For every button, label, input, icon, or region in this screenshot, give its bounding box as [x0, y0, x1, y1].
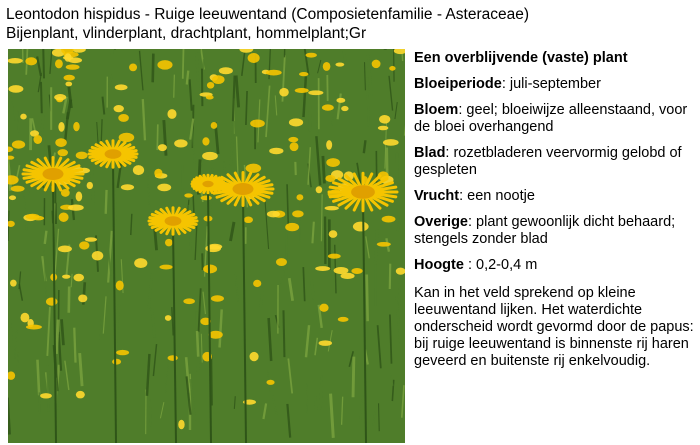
meadow-photo [8, 49, 405, 443]
small-yellow-flower [335, 62, 344, 66]
small-yellow-flower [396, 268, 405, 275]
small-yellow-flower [326, 158, 340, 167]
small-yellow-flower [62, 275, 70, 279]
small-yellow-flower [295, 88, 309, 93]
small-yellow-flower [377, 242, 391, 247]
grass-blade [321, 194, 322, 241]
dandelion-center [43, 168, 64, 180]
small-yellow-flower [9, 195, 16, 200]
small-yellow-flower [325, 175, 335, 182]
small-yellow-flower [341, 106, 348, 111]
small-yellow-flower [8, 58, 23, 63]
grass-blade [353, 357, 354, 398]
small-yellow-flower [319, 340, 332, 346]
bloeiperiode-value: : juli-september [501, 76, 601, 92]
small-yellow-flower [63, 75, 74, 81]
grass-blade [321, 376, 322, 410]
small-yellow-flower [253, 280, 261, 287]
grass-blade [42, 115, 43, 132]
grass-blade [323, 156, 325, 184]
small-yellow-flower [168, 355, 178, 361]
small-yellow-flower [209, 331, 223, 339]
small-yellow-flower [299, 72, 308, 76]
small-yellow-flower [65, 82, 72, 87]
small-yellow-flower [212, 75, 225, 84]
small-yellow-flower [133, 165, 144, 175]
small-yellow-flower [244, 217, 253, 223]
bloem-row [414, 102, 698, 136]
small-yellow-flower [55, 59, 63, 68]
small-yellow-flower [129, 63, 137, 71]
small-yellow-flower [61, 189, 70, 197]
small-yellow-flower [64, 53, 71, 62]
small-yellow-flower [276, 258, 287, 266]
blad-row [414, 145, 698, 179]
grass-blade [41, 82, 42, 113]
small-yellow-flower [211, 295, 224, 302]
overige-value: : plant gewoonlijk dicht behaard; stengels zonder blad [414, 214, 676, 247]
small-yellow-flower [46, 297, 57, 305]
grass-blade [246, 91, 247, 125]
small-yellow-flower [165, 315, 172, 321]
small-yellow-flower [12, 140, 25, 148]
small-yellow-flower [20, 114, 26, 120]
small-yellow-flower [58, 122, 64, 132]
vrucht-value: : een nootje [459, 188, 535, 204]
small-yellow-flower [207, 82, 214, 89]
dandelion-center [165, 216, 182, 226]
small-yellow-flower [157, 60, 172, 70]
grass-blade [283, 310, 284, 357]
hoogte-label: Hoogte [414, 257, 464, 273]
grass-blade [112, 49, 113, 57]
small-yellow-flower [382, 216, 396, 223]
small-yellow-flower [134, 258, 147, 268]
grass-blade [197, 331, 198, 357]
small-yellow-flower [372, 60, 381, 69]
grass-blade [261, 287, 263, 307]
dandelion-center [105, 149, 122, 159]
hoogte-value: : 0,2-0,4 m [463, 257, 538, 273]
small-yellow-flower [154, 169, 162, 178]
page-subtitle: Bijenplant, vlinderplant, drachtplant, hommelplant;Gr [6, 25, 367, 42]
small-yellow-flower [55, 138, 66, 147]
small-yellow-flower [76, 152, 88, 160]
bloem-value: : geel; bloeiwijze alleenstaand, voor de bloei overhangend [414, 102, 688, 135]
plant-info [414, 50, 698, 379]
small-yellow-flower [246, 164, 262, 173]
small-yellow-flower [79, 241, 89, 249]
small-yellow-flower [316, 186, 323, 193]
small-yellow-flower [114, 105, 124, 112]
small-yellow-flower [319, 304, 328, 312]
vrucht-row [414, 188, 698, 205]
small-yellow-flower [219, 67, 233, 74]
grass-blade [62, 319, 64, 345]
grass-blade [379, 403, 380, 431]
small-yellow-flower [73, 122, 79, 131]
grass-blade [150, 399, 151, 426]
small-yellow-flower [58, 245, 72, 252]
grass-blade [48, 365, 49, 412]
small-yellow-flower [8, 85, 23, 93]
small-yellow-flower [26, 325, 42, 330]
small-yellow-flower [73, 274, 84, 282]
small-yellow-flower [159, 265, 172, 270]
small-yellow-flower [336, 98, 345, 103]
small-yellow-flower [266, 380, 274, 385]
small-yellow-flower [119, 133, 135, 142]
small-yellow-flower [351, 268, 362, 274]
small-yellow-flower [112, 359, 121, 365]
small-yellow-flower [338, 317, 349, 322]
small-yellow-flower [59, 213, 69, 222]
small-yellow-flower [285, 223, 299, 231]
small-yellow-flower [289, 118, 303, 126]
small-yellow-flower [211, 122, 218, 129]
small-yellow-flower [34, 135, 43, 144]
small-yellow-flower [165, 239, 173, 247]
small-yellow-flower [322, 104, 334, 110]
small-yellow-flower [296, 194, 303, 200]
small-yellow-flower [121, 184, 134, 190]
small-yellow-flower [116, 350, 129, 355]
small-yellow-flower [389, 66, 395, 71]
dandelion-center [233, 183, 254, 195]
small-yellow-flower [157, 184, 171, 192]
identification-note: Kan in het veld sprekend op kleine leeuwentand lijken. Het waterdichte onderscheid wordt gevormd door de papus: bij ruige leeuwentand is binnenste rij haren geveerd en buitenste rij enkelvoudig. [414, 285, 694, 369]
small-yellow-flower [183, 298, 195, 304]
grass-blade [312, 222, 313, 244]
overige-label: Overige [414, 214, 468, 230]
grass-blade [364, 140, 366, 153]
small-yellow-flower [54, 94, 66, 100]
bloeiperiode-row [414, 76, 698, 93]
grass-blade [56, 320, 58, 354]
grass-blade [17, 352, 18, 376]
small-yellow-flower [341, 273, 355, 279]
small-yellow-flower [329, 230, 338, 238]
vrucht-label: Vrucht [414, 188, 460, 204]
small-yellow-flower [379, 115, 390, 124]
grass-blade [174, 75, 175, 98]
small-yellow-flower [78, 294, 87, 302]
grass-blade [153, 54, 154, 83]
grass-blade [368, 77, 369, 126]
overige-row [414, 214, 698, 248]
small-yellow-flower [167, 109, 176, 119]
small-yellow-flower [58, 149, 68, 156]
grass-blade [367, 274, 368, 321]
small-yellow-flower [85, 237, 97, 241]
grass-blade [106, 190, 107, 214]
small-yellow-flower [11, 186, 25, 192]
grass-blade [187, 71, 188, 85]
small-yellow-flower [290, 142, 299, 151]
bloeiperiode-label: Bloeiperiode [414, 76, 502, 92]
grass-blade [315, 396, 316, 411]
grass-blade [199, 49, 200, 53]
small-yellow-flower [66, 64, 80, 69]
small-yellow-flower [118, 114, 129, 122]
small-yellow-flower [306, 53, 317, 58]
grass-blade [224, 161, 225, 179]
small-yellow-flower [92, 251, 104, 260]
small-yellow-flower [202, 152, 218, 160]
bloem-label: Bloem [414, 102, 459, 118]
small-yellow-flower [267, 211, 280, 218]
small-yellow-flower [201, 196, 212, 201]
small-yellow-flower [115, 84, 128, 90]
small-yellow-flower [288, 137, 298, 142]
grass-blade [45, 231, 47, 244]
hoogte-row [414, 257, 698, 274]
small-yellow-flower [10, 280, 17, 287]
small-yellow-flower [353, 222, 369, 232]
small-yellow-flower [208, 244, 223, 250]
meadow-flowers-image [8, 49, 405, 443]
small-yellow-flower [325, 206, 339, 210]
small-yellow-flower [40, 393, 52, 398]
grass-blade [100, 316, 101, 340]
small-yellow-flower [250, 119, 265, 127]
small-yellow-flower [206, 95, 214, 99]
small-yellow-flower [328, 254, 341, 259]
small-yellow-flower [383, 139, 399, 146]
small-yellow-flower [266, 70, 282, 76]
blad-value: : rozetbladeren veervormig gelobd of gespleten [414, 145, 682, 178]
small-yellow-flower [116, 281, 124, 291]
small-yellow-flower [184, 193, 193, 197]
grass-blade [74, 328, 75, 363]
grass-blade [375, 229, 377, 263]
small-yellow-flower [33, 216, 45, 220]
small-yellow-flower [174, 139, 187, 147]
grass-blade [43, 49, 44, 78]
page-header [6, 5, 696, 43]
small-yellow-flower [315, 266, 330, 271]
small-yellow-flower [202, 137, 209, 145]
grass-blade [393, 49, 394, 82]
small-yellow-flower [269, 148, 283, 155]
small-yellow-flower [25, 57, 37, 65]
small-yellow-flower [68, 205, 84, 211]
dandelion-center [202, 181, 213, 187]
grass-blade [37, 360, 39, 396]
small-yellow-flower [326, 140, 332, 150]
dandelion-center [351, 185, 375, 199]
small-yellow-flower [203, 265, 217, 274]
small-yellow-flower [76, 391, 85, 399]
blad-label: Blad [414, 145, 446, 161]
grass-blade [10, 317, 11, 347]
small-yellow-flower [279, 88, 288, 97]
small-yellow-flower [308, 90, 323, 95]
small-yellow-flower [76, 192, 83, 202]
small-yellow-flower [250, 352, 259, 361]
small-yellow-flower [248, 53, 260, 63]
small-yellow-flower [178, 420, 184, 430]
small-yellow-flower [292, 210, 303, 217]
small-yellow-flower [323, 62, 331, 71]
grass-blade [157, 124, 158, 150]
small-yellow-flower [378, 126, 389, 131]
page-title: Leontodon hispidus - Ruige leeuwentand (Composietenfamilie - Asteraceae) [6, 6, 530, 23]
plant-type: Een overblijvende (vaste) plant [414, 50, 628, 66]
small-yellow-flower [87, 182, 93, 189]
small-yellow-flower [158, 144, 167, 151]
